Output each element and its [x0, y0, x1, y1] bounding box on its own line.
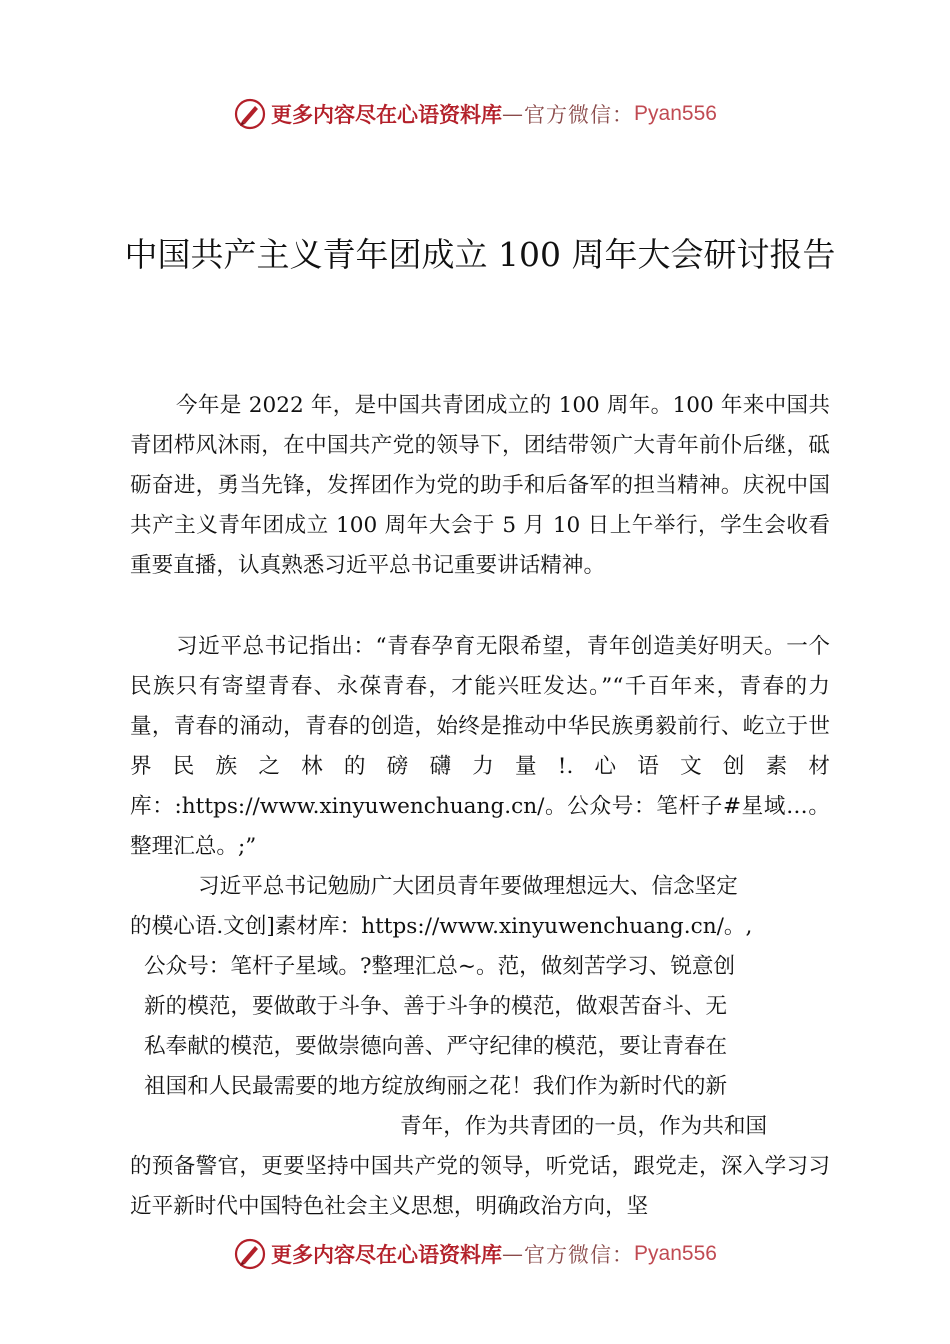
paragraph-3-line: 新的模范，要做敢于斗争、善于斗争的模范，做艰苦奋斗、无 [144, 994, 728, 1019]
paragraph-2: 习近平总书记指出：“青春孕育无限希望，青年创造美好明天。一个民族只有寄望青春、永葆青春，才能兴旺发达。”“千百年来，青春的力量，青春的涌动，青春的创造，始终是推动中华民族勇毅前行、屹立于世界民族之林的磅礴力量!.心语文创素材库：:https://www.xinyuwenchuang.cn/。公众号：笔杆子#星域…。整理汇总。;” [130, 634, 830, 859]
paragraph-3-line: 青年，作为共青团的一员，作为共和国 [400, 1114, 768, 1139]
banner-contact-label: 官方微信： [524, 103, 635, 127]
pen-logo-icon [233, 1237, 267, 1271]
banner-brand-text: 更多内容尽在心语资料库 [271, 102, 503, 127]
banner-dash: — [502, 1242, 525, 1266]
paragraph-3-line: 习近平总书记勉励广大团员青年要做理想远大、信念坚定 [198, 874, 738, 899]
banner-contact-id: Pyan556 [634, 102, 717, 125]
header-banner [0, 94, 950, 134]
paragraph-3-line: 的模心语.文创]素材库：https://www.xinyuwenchuang.cn/。, [130, 914, 753, 939]
banner-brand-text: 更多内容尽在心语资料库 [271, 1242, 503, 1267]
paragraph-3-line: 祖国和人民最需要的地方绽放绚丽之花！我们作为新时代的新 [144, 1074, 728, 1099]
paragraph-3-continuation: 的预备警官，更要坚持中国共产党的领导，听党话，跟党走，深入学习习近平新时代中国特色社会主义思想，明确政治方向，坚 [130, 1154, 830, 1219]
pen-logo-icon [233, 97, 267, 131]
document-title: 中国共产主义青年团成立 100 周年大会研讨报告 [124, 235, 836, 274]
banner-dash: — [502, 102, 525, 126]
paragraph-3-line: 公众号：笔杆子星域。?整理汇总~。范，做刻苦学习、锐意创 [144, 954, 736, 979]
banner-contact-id: Pyan556 [634, 1242, 717, 1265]
paragraph-1: 今年是 2022 年，是中国共青团成立的 100 周年。100 年来中国共青团栉风沐雨，在中国共产党的领导下，团结带领广大青年前仆后继，砥砺奋进，勇当先锋，发挥团作为党的助手和后备军的担当精神。庆祝中国共产主义青年团成立 100 周年大会于 5 月 10 日上午举行，学生会收看重要直播，认真熟悉习近平总书记重要讲话精神。 [130, 393, 830, 578]
banner-contact-label: 官方微信： [524, 1243, 635, 1267]
paragraph-3 [130, 867, 830, 1227]
footer-banner [0, 1234, 950, 1274]
paragraph-3-line: 私奉献的模范，要做崇德向善、严守纪律的模范，要让青春在 [144, 1034, 728, 1059]
